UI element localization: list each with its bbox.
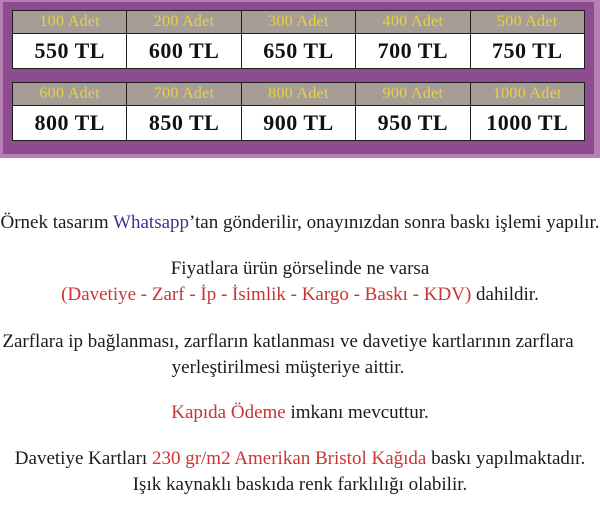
- qty-header-row: [13, 83, 585, 106]
- price-row: [13, 106, 585, 141]
- whatsapp-brand-text: Whatsapp: [113, 212, 190, 233]
- qty-cell: 500 Adet: [470, 11, 584, 34]
- qty-cell: 400 Adet: [356, 11, 470, 34]
- qty-cell: 900 Adet: [356, 83, 470, 106]
- note-payment-highlight: Kapıda Ödeme: [171, 402, 286, 423]
- note-payment-post: imkanı mevcuttur.: [285, 402, 429, 423]
- qty-cell: 100 Adet: [13, 11, 127, 34]
- qty-cell: 200 Adet: [127, 11, 241, 34]
- price-cell: 600 TL: [127, 34, 241, 69]
- price-cell: 900 TL: [241, 106, 355, 141]
- price-cell: 750 TL: [470, 34, 584, 69]
- info-section: [0, 158, 600, 498]
- note-paper-post: baskı yapılmaktadır.: [426, 448, 586, 469]
- note-includes-items: (Davetiye - Zarf - İp - İsimlik - Kargo - Baskı - KDV): [61, 284, 472, 305]
- price-table-1: [12, 10, 585, 69]
- qty-cell: 300 Adet: [241, 11, 355, 34]
- price-cell: 550 TL: [13, 34, 127, 69]
- qty-cell: 1000 Adet: [470, 83, 584, 106]
- note-paper-highlight: 230 gr/m2 Amerikan Bristol Kağıda: [151, 448, 427, 469]
- note-paper: [0, 426, 600, 498]
- price-cell: 700 TL: [356, 34, 470, 69]
- qty-cell: 700 Adet: [127, 83, 241, 106]
- qty-header-row: [13, 11, 585, 34]
- price-table-2: [12, 82, 585, 141]
- price-cell: 950 TL: [356, 106, 470, 141]
- price-banner: [0, 0, 600, 158]
- price-cell: 850 TL: [127, 106, 241, 141]
- price-cell: 800 TL: [13, 106, 127, 141]
- note-includes-post: dahildir.: [471, 284, 539, 305]
- note-color-difference: Işık kaynaklı baskıda renk farklılığı olabilir.: [132, 474, 468, 495]
- note-design-approval: [0, 158, 600, 236]
- qty-cell: 600 Adet: [13, 83, 127, 106]
- price-row: [13, 34, 585, 69]
- note-design-post: ’tan gönderilir, onayınızdan sonra baskı işlemi yapılır.: [189, 212, 600, 233]
- qty-cell: 800 Adet: [241, 83, 355, 106]
- note-includes-line1: Fiyatlara ürün görselinde ne varsa: [170, 258, 430, 279]
- note-payment: [0, 381, 600, 426]
- note-assembly: Zarflara ip bağlanması, zarfların katlanması ve davetiye kartlarının zarflara yerleştirilmesi müşteriye aittir.: [2, 331, 574, 378]
- note-design-pre: Örnek tasarım: [0, 212, 114, 233]
- note-paper-pre: Davetiye Kartları: [14, 448, 152, 469]
- price-cell: 1000 TL: [470, 106, 584, 141]
- note-price-includes: [0, 236, 600, 308]
- price-cell: 650 TL: [241, 34, 355, 69]
